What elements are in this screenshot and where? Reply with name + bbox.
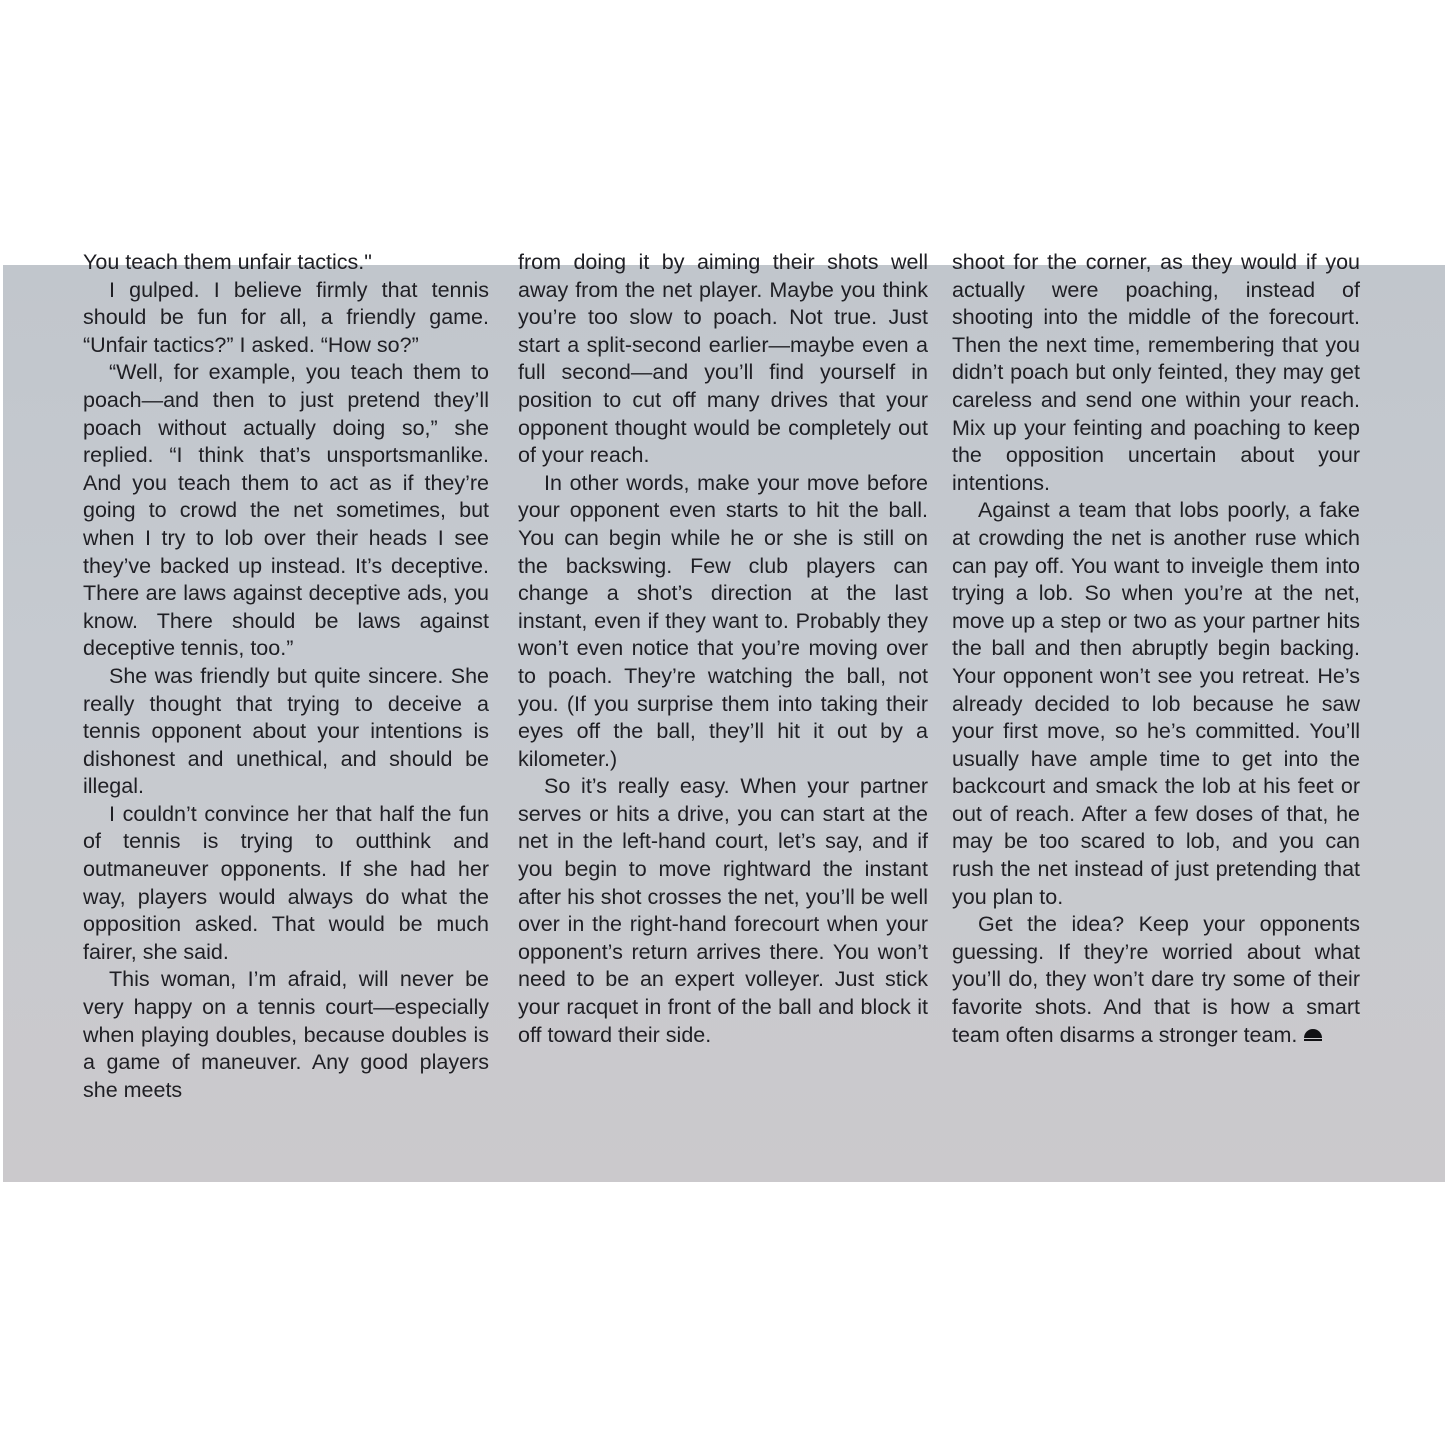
paragraph: So it’s really easy. When your partner serves or hits a drive, you can start at the net in the left-hand court, let’s say, and if you begin to move rightward the instant after his shot crosses the net, you’ll be well over in the right-hand forecourt when your opponent’s return arrives there. You won’t need to be an expert volleyer. Just stick your racquet in front of the ball and block it off toward their side.: [518, 774, 928, 1047]
paragraph: Against a team that lobs poorly, a fake at crowding the net is another ruse which can pay off. You want to inveigle them into trying a lob. So when you’re at the net, move up a step or two as your partner hits the ball and then abruptly begin backing. Your opponent won’t see you retreat. He’s already decided to lob because he saw your first move, so he’s committed. You’ll usually have ample time to get into the backcourt and smack the lob at his feet or out of reach. After a few doses of that, he may be too scared to lob, and you can rush the net instead of just pretending that you plan to.: [952, 498, 1360, 909]
column-2: [518, 249, 928, 1049]
final-paragraph: [952, 911, 1360, 1049]
paragraph: You teach them unfair tactics.": [83, 250, 372, 274]
paragraph: I gulped. I believe firmly that tennis should be fun for all, a friendly game. “Unfair tactics?” I asked. “How so?”: [83, 277, 489, 357]
column-3: [952, 249, 1360, 1049]
column-1: [83, 249, 489, 1104]
magazine-end-mark-icon: [1303, 1025, 1323, 1045]
paragraph: She was friendly but quite sincere. She really thought that trying to deceive a tennis opponent about your intentions is dishonest and unethical, and should be illegal.: [83, 663, 489, 799]
paragraph: from doing it by aiming their shots well away from the net player. Maybe you think you’re too slow to poach. Not true. Just start a split-second earlier—maybe even a full second—and you’ll find yourself in position to cut off many drives that your opponent thought would be completely out of your reach.: [518, 250, 928, 468]
magazine-clipping: [3, 250, 1445, 1182]
paragraph: I couldn’t convince her that half the fun of tennis is trying to outthink and outmaneuver opponents. If she had her way, players would always do what the opposition asked. That would be much fairer, she said.: [83, 801, 489, 964]
paragraph-text: Get the idea? Keep your opponents guessing. If they’re worried about what you’ll do, they won’t dare try some of their favorite shots. And that is how a smart team often disarms a stronger team.: [952, 912, 1360, 1047]
paragraph: This woman, I’m afraid, will never be very happy on a tennis court—especially when playing doubles, because doubles is a game of maneuver. Any good players she meets: [83, 967, 489, 1102]
paragraph: shoot for the corner, as they would if you actually were poaching, instead of shooting into the middle of the forecourt. Then the next time, remembering that you didn’t poach but only feinted, they may get careless and send one within your reach. Mix up your feinting and poaching to keep the opposition uncertain about your intentions.: [952, 250, 1360, 495]
paragraph: “Well, for example, you teach them to poach—and then to just pretend they’ll poach without actually doing so,” she replied. “I think that’s unsportsmanlike. And you teach them to act as if they’re going to crowd the net sometimes, but when I try to lob over their heads I see they’ve backed up instead. It’s deceptive. There are laws against deceptive ads, you know. There should be laws against deceptive tennis, too.”: [83, 360, 489, 661]
paragraph: In other words, make your move before your opponent even starts to hit the ball. You can begin while he or she is still on the backswing. Few club players can change a shot’s direction at the last instant, even if they want to. Probably they won’t even notice that you’re moving over to poach. They’re watching the ball, not you. (If you surprise them into taking their eyes off the ball, they’ll hit it out by a kilometer.): [518, 470, 928, 771]
